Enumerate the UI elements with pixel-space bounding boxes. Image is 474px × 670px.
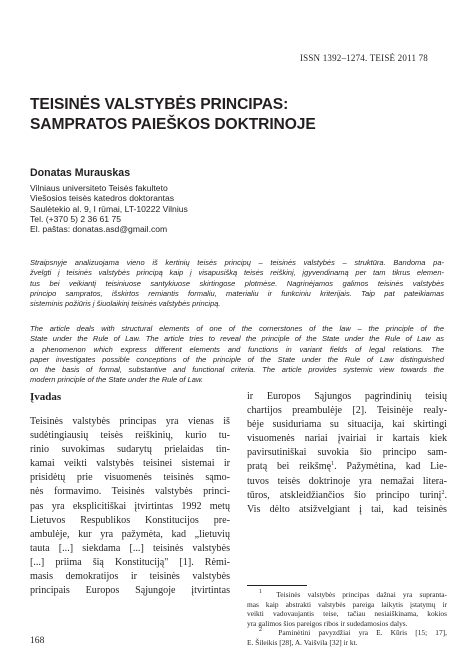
- body-line: bėje susiduriama su situacija, kai skirtingi: [247, 419, 447, 431]
- email-line: El. paštas: donatas.asd@gmail.com: [30, 224, 168, 235]
- footnote-text: Paminėtini pavyzdžiai yra E. Kūris [15; 17],: [278, 628, 447, 638]
- body-line: masis demokratijos ir teisinės valstybės: [30, 571, 230, 583]
- body-line: sudėtingiausių teisės reiškinių, kurio tu-: [30, 430, 230, 442]
- body-line: pavirsutiniškai suvokia šio principo sam-: [247, 447, 447, 459]
- footnote-ref-1[interactable]: 1: [331, 461, 335, 468]
- page-number: 168: [30, 635, 45, 646]
- left-column: [30, 390, 230, 598]
- abstract-line: The article deals with structural elements of one of the cornerstones of the law – the principle of the: [30, 324, 444, 333]
- affiliation-line: Viešosios teisės katedros doktorantas: [30, 193, 175, 204]
- body-line: kamai veikti valstybės teisinei sistemai ir: [30, 458, 230, 470]
- body-line: [...] priima šią Konstituciją" [1]. Rėmi-: [30, 556, 230, 568]
- footnote-text: Teisinės valstybės principas dažnai yra supranta-: [276, 590, 447, 599]
- author-block: [30, 166, 450, 234]
- abstract-line: modern principle of the State under the Rule of Law.: [30, 375, 204, 385]
- body-line: visuomenės nariai įvairiai ir kartais kiek: [247, 433, 447, 445]
- body-line: principais Europos Sąjungoje įtvirtintas: [30, 585, 230, 597]
- body-line: rinio suvokimas sudarytų prielaidas tin-: [30, 444, 230, 456]
- section-heading: Įvadas: [30, 391, 62, 403]
- body-text: pratą bei reikšmę: [247, 461, 332, 473]
- body-line: ambulėje, kur yra pažymėta, kad „lietuvių: [30, 528, 230, 540]
- footnote-divider: [247, 585, 307, 586]
- abstract-line: on the basis of formal, substantive and functional criteria. The article provides systemic view towards the: [30, 365, 444, 375]
- abstract-line: State under the Rule of Law. The article tries to reveal the principle of the State under the Rule of Law as: [30, 334, 444, 344]
- footnote-line: veikti vadovaujantis teise, tačiau nesiaiškinama, kokios: [247, 609, 447, 619]
- body-line: nės formavimo. Teisinės valstybės princi-: [30, 486, 230, 498]
- abstract-english: [30, 324, 444, 386]
- body-line: pas yra eksplicitiškai įtvirtintas 1992 metų: [30, 500, 230, 512]
- footnote-line: [247, 590, 447, 600]
- abstract-line: principo sampratos, išskirtos remiantis formaliu, materialiu ir funkciniu kriterijais. Taip pat pateikiamas: [30, 288, 444, 298]
- phone-line: Tel. (+370 5) 2 36 61 75: [30, 213, 122, 224]
- article-title: [30, 95, 450, 135]
- abstract-lithuanian: [30, 258, 444, 309]
- abstract-line: Straipsnyje analizuojama vieno iš kertinių teisės principų – teisinės valstybės – struktūra. Bandoma pa-: [30, 258, 444, 267]
- footnote-line: [247, 628, 447, 638]
- body-text: tūros, atskleidžiančios šio principo turinį: [247, 489, 442, 501]
- body-line: Teisinės valstybės principas yra vienas iš: [30, 416, 230, 427]
- body-line: Vis dėlto atsižvelgiant į tai, kad teisinės: [247, 503, 447, 515]
- body-line: prisidėtų prie visuomenės teisinės sąmo-: [30, 472, 230, 484]
- footnote-marker-2: 2: [259, 627, 262, 634]
- footnote-line: E. Šileikis [28], A. Vaišvila [32] ir kt.: [247, 637, 358, 647]
- affiliation-line: Vilniaus universiteto Teisės fakulteto: [30, 183, 168, 193]
- article-title-line: SAMPRATOS PAIEŠKOS DOKTRINOJE: [30, 116, 316, 133]
- abstract-line: sisteminis požiūris į šiuolaikinį teisinės valstybės principą.: [30, 299, 221, 309]
- body-line: ir Europos Sąjungos pagrindinių teisių: [247, 391, 447, 402]
- affiliation-line: Saulėtekio al. 9, I rūmai, LT-10222 Vilnius: [30, 203, 188, 214]
- body-line: [247, 489, 447, 503]
- abstract-line: žvelgti į teisinės valstybės principą kaip į visapusišką teisės reiškinį, įgyvendinamą per tam tikrus elemen-: [30, 268, 444, 278]
- footnote-ref-2[interactable]: 2: [441, 489, 445, 496]
- body-text: . Pažymėtina, kad Lie-: [334, 461, 447, 473]
- footnote-line: yra galimos šios pareigos ribos ir sudedamosios dalys.: [247, 618, 408, 628]
- abstract-line: a phenomenon which express different elements and functions in variant fields of legal relations. The: [30, 344, 444, 354]
- body-line: [247, 460, 447, 474]
- body-line: tauta [...] siekdama [...] teisinės valstybės: [30, 542, 230, 554]
- article-title-line: TEISINĖS VALSTYBĖS PRINCIPAS:: [30, 96, 289, 113]
- right-column: [247, 390, 447, 517]
- footnotes: [247, 590, 447, 648]
- abstract-line: tus bei veikiantį teisiniuose santykiuose skirtingose plotmėse. Nagrinėjamos galimos teisinės valstybės: [30, 278, 444, 288]
- abstract-line: paper investigates possible conceptions of the principle of the State under the Rule of Law distinguished: [30, 354, 444, 364]
- author-name: Donatas Murauskas: [30, 167, 131, 179]
- body-text: .: [444, 489, 447, 501]
- footnote-marker-1: 1: [259, 589, 262, 595]
- body-line: tuvos teisės doktrinoje yra nemažai litera-: [247, 475, 447, 487]
- body-line: Lietuvos Respublikos Konstitucijos pre-: [30, 514, 230, 526]
- running-head: ISSN 1392–1274. TEISĖ 2011 78: [299, 53, 428, 63]
- footnote-line: mas kaip abstrakti valstybės pareiga laikytis įstatymų ir: [247, 599, 447, 609]
- body-line: chartijos preambulėje [2]. Teisinėje realy-: [247, 405, 447, 417]
